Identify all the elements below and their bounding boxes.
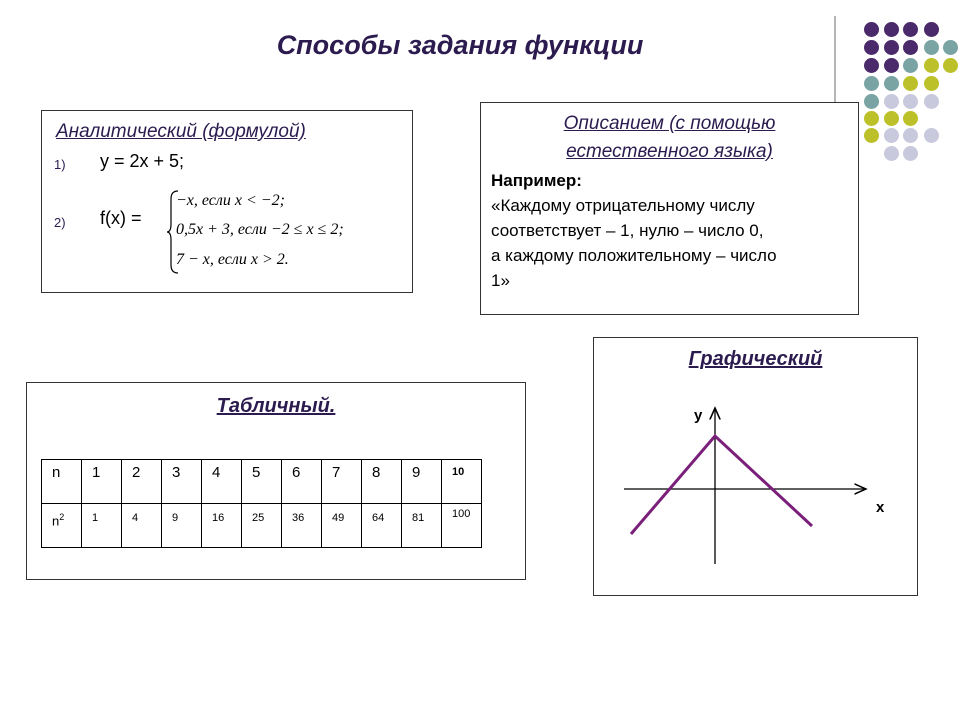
decorative-dot	[864, 58, 879, 73]
description-heading-line2: естественного языка)	[566, 141, 773, 162]
formula-linear: y = 2x + 5;	[100, 151, 185, 171]
decorative-dot	[884, 128, 899, 143]
decorative-dot	[864, 111, 879, 126]
table-cell: 9	[402, 460, 442, 504]
tabular-box	[26, 382, 526, 580]
decorative-dot	[864, 94, 879, 109]
table-cell: 10	[442, 460, 482, 504]
decorative-dot	[903, 58, 918, 73]
analytic-box	[41, 110, 413, 293]
decorative-dot	[884, 22, 899, 37]
table-cell: 1	[82, 460, 122, 504]
table-cell: 9	[162, 504, 202, 548]
decorative-dot	[924, 76, 939, 91]
description-heading-line1: Описанием (с помощью	[563, 113, 776, 134]
axis-label-x: x	[876, 499, 885, 516]
decorative-dot	[924, 94, 939, 109]
row-label: n	[52, 513, 60, 529]
table-cell: n	[42, 460, 82, 504]
table-cell: 4	[202, 460, 242, 504]
decorative-dot	[884, 76, 899, 91]
table-cell: 16	[202, 504, 242, 548]
description-line-1: «Каждому отрицательному числу	[491, 196, 755, 215]
decorative-dot	[903, 128, 918, 143]
table-cell	[42, 504, 82, 548]
item-number-2: 2)	[54, 215, 66, 230]
decorative-dot	[943, 40, 958, 55]
table-cell: 4	[122, 504, 162, 548]
table-cell: 64	[362, 504, 402, 548]
page-title: Способы задания функции	[276, 30, 644, 60]
table-cell: 100	[442, 504, 482, 548]
decorative-dot	[864, 128, 879, 143]
table-cell: 25	[242, 504, 282, 548]
item-number-1: 1)	[54, 157, 66, 172]
formula-piecewise-label: f(x) =	[100, 208, 142, 228]
description-line-4: 1»	[491, 271, 510, 290]
decorative-dot	[924, 40, 939, 55]
axis-label-y: y	[694, 407, 703, 424]
graphic-heading: Графический	[688, 348, 823, 370]
table-cell: 1	[82, 504, 122, 548]
tabular-heading: Табличный.	[216, 395, 336, 417]
decorative-dot	[884, 40, 899, 55]
table-cell: 3	[162, 460, 202, 504]
decorative-dot	[924, 128, 939, 143]
decorative-dot	[903, 146, 918, 161]
table-row	[42, 504, 482, 548]
table-row	[42, 460, 482, 504]
graphic-box	[593, 337, 918, 596]
decorative-dot	[864, 40, 879, 55]
row-label-exponent: 2	[59, 512, 65, 522]
table-cell: 81	[402, 504, 442, 548]
decorative-dot	[864, 76, 879, 91]
table-cell: 36	[282, 504, 322, 548]
decorative-dot	[943, 58, 958, 73]
description-line-2: соответствует – 1, нулю – число 0,	[491, 221, 764, 240]
table-cell: 49	[322, 504, 362, 548]
piecewise-case-1: −x, если x < −2;	[176, 192, 285, 209]
piecewise-case-3: 7 − x, если x > 2.	[176, 251, 289, 268]
description-line-3: а каждому положительному – число	[491, 246, 777, 265]
decorative-dot	[924, 58, 939, 73]
table-cell: 2	[122, 460, 162, 504]
decorative-dot	[884, 94, 899, 109]
decorative-dot	[884, 58, 899, 73]
example-label: Например:	[491, 171, 582, 190]
decorative-dot	[903, 111, 918, 126]
decorative-dot	[903, 22, 918, 37]
decorative-dot	[903, 40, 918, 55]
decorative-dot	[884, 111, 899, 126]
decorative-dot	[903, 94, 918, 109]
table-cell: 8	[362, 460, 402, 504]
decorative-dot	[903, 76, 918, 91]
piecewise-case-2: 0,5x + 3, если −2 ≤ x ≤ 2;	[176, 221, 344, 238]
analytic-heading: Аналитический (формулой)	[56, 121, 306, 142]
function-graph	[594, 338, 917, 595]
table-cell: 5	[242, 460, 282, 504]
function-line	[631, 436, 812, 534]
decorative-dot	[924, 22, 939, 37]
decorative-dot	[884, 146, 899, 161]
values-table	[41, 459, 482, 548]
description-box	[480, 102, 859, 315]
table-cell: 6	[282, 460, 322, 504]
decorative-dot	[864, 22, 879, 37]
table-cell: 7	[322, 460, 362, 504]
